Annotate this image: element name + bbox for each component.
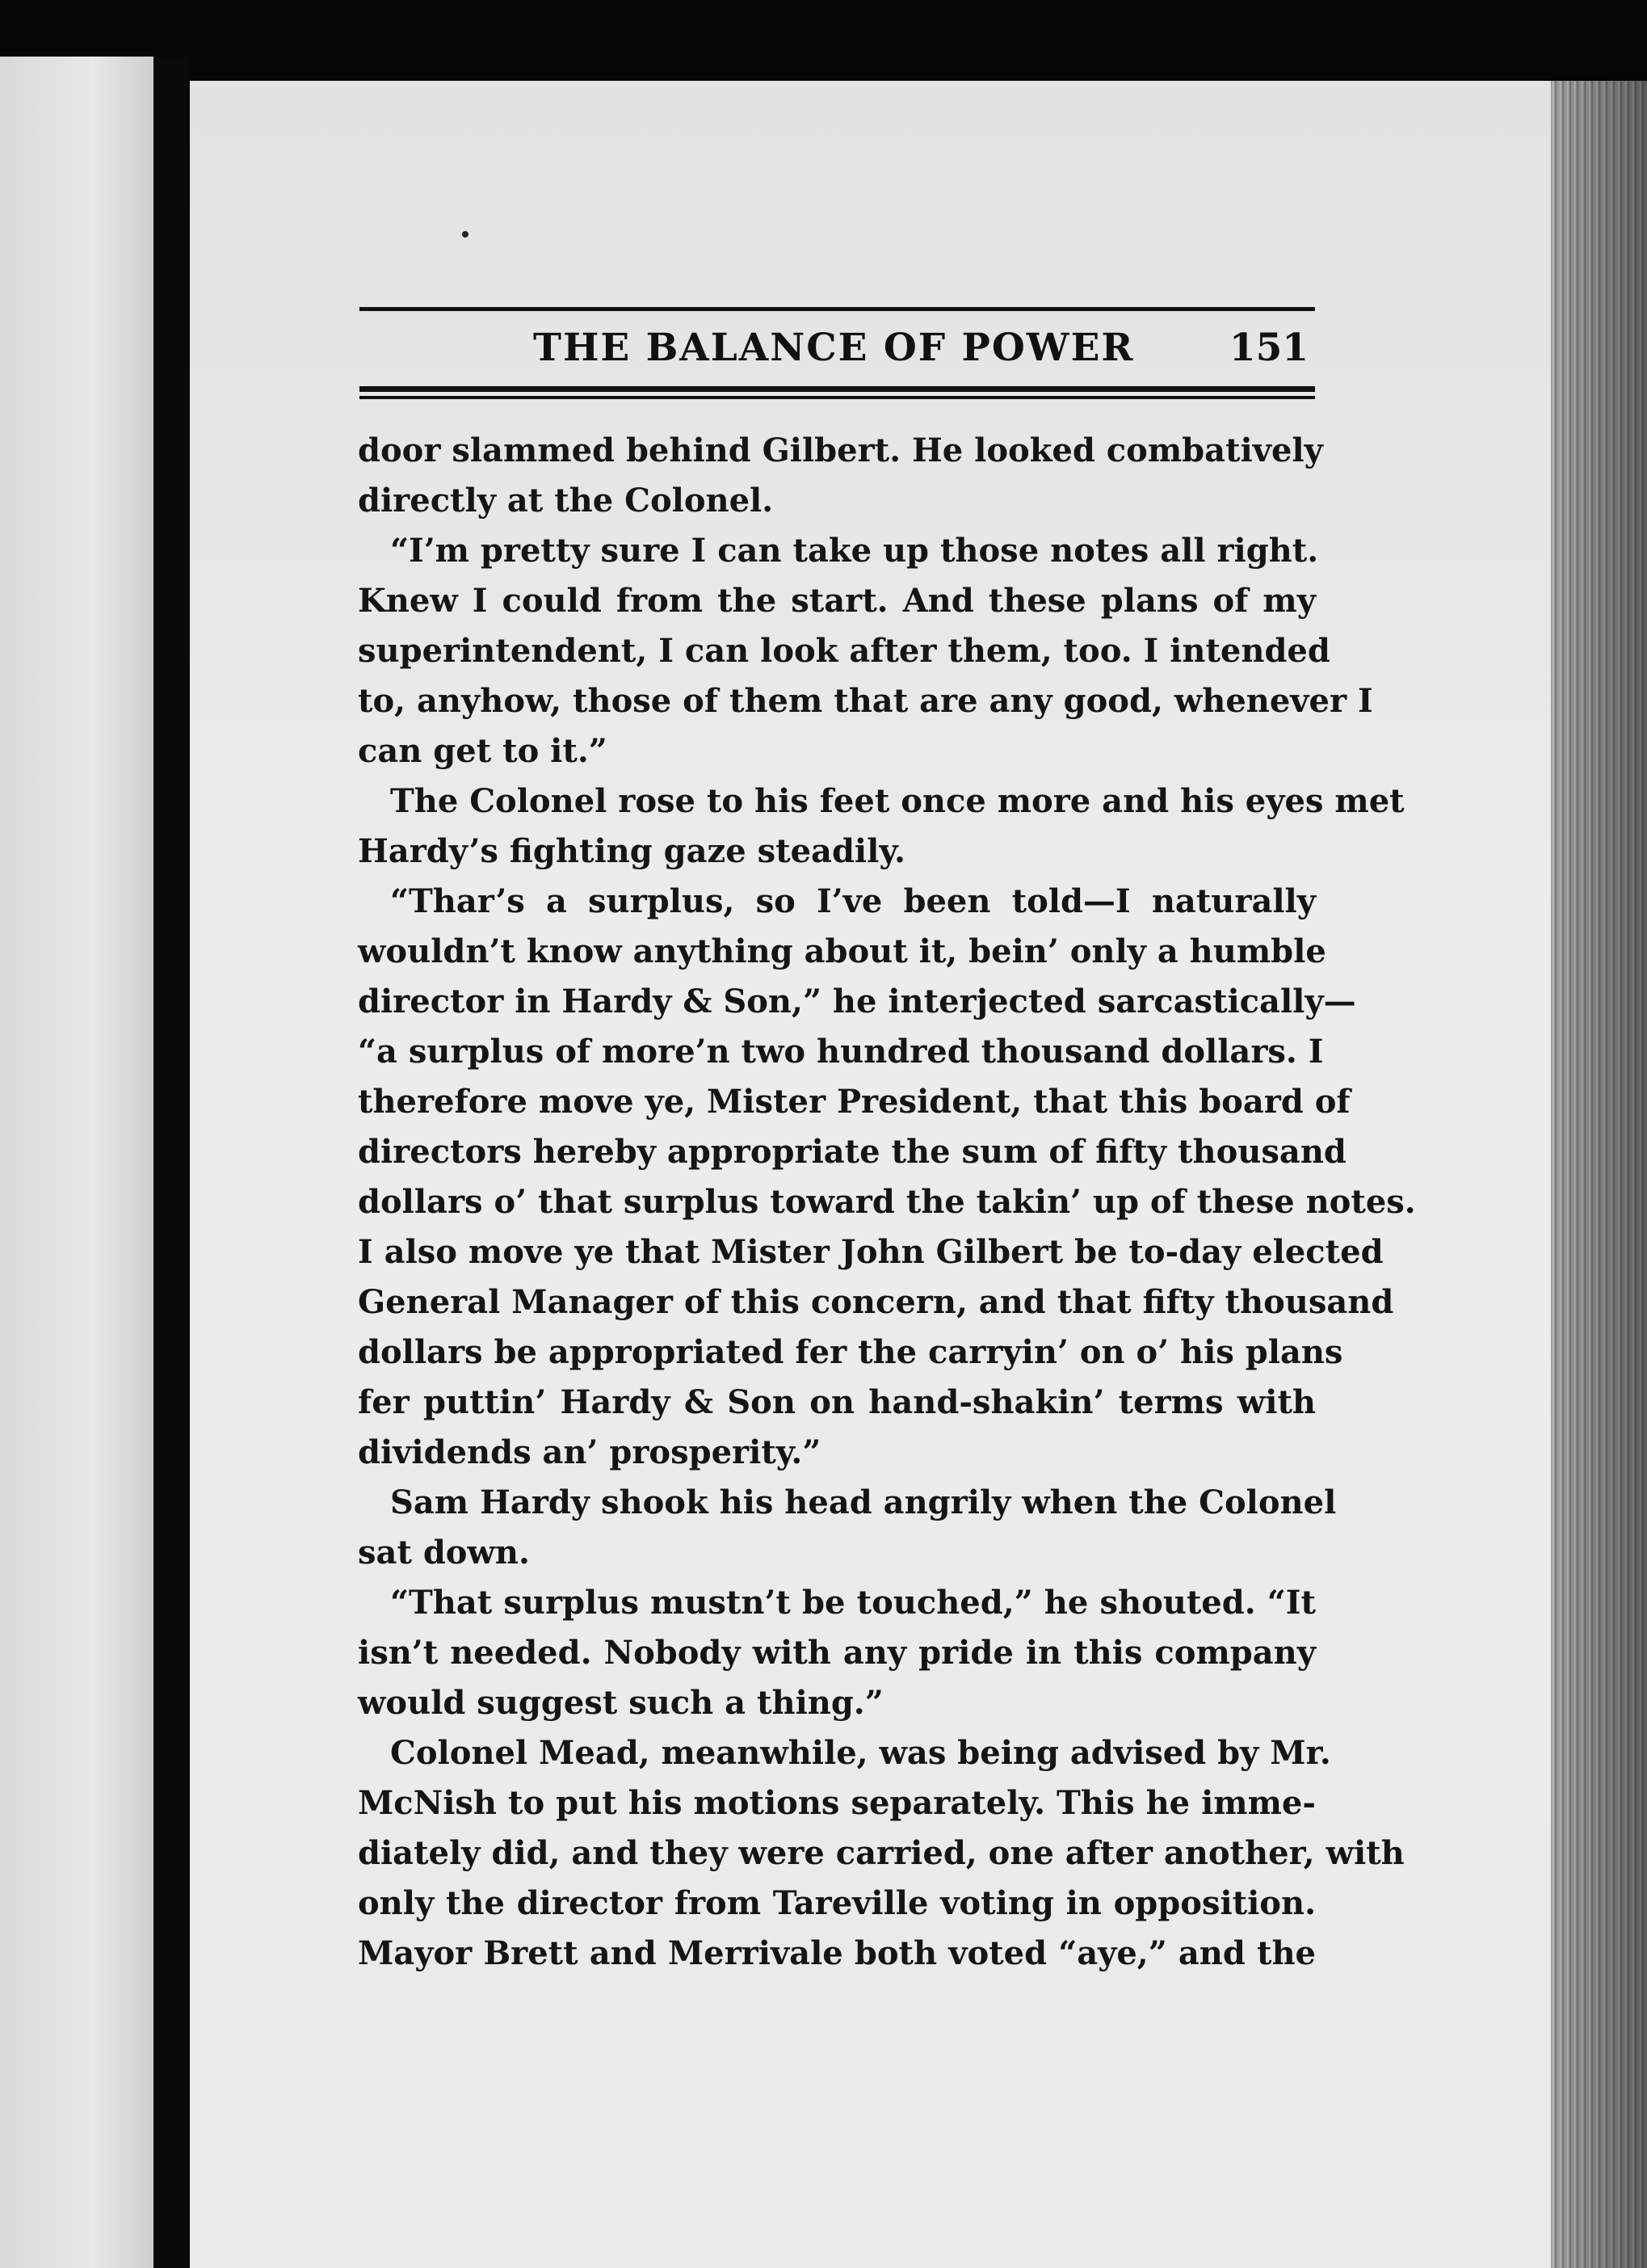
text-line: director in Hardy & Son,” he interjected sarcastically— bbox=[358, 983, 1356, 1020]
text-line: dollars o’ that surplus toward the takin’ up of these notes. bbox=[358, 1183, 1416, 1221]
text-line: wouldn’t know anything about it, bein’ only a humble bbox=[358, 932, 1326, 970]
text-line: diately did, and they were carried, one after another, with bbox=[358, 1834, 1405, 1872]
text-line: Sam Hardy shook his head angrily when the Colonel bbox=[390, 1483, 1337, 1521]
text-line: dividends an’ prosperity.” bbox=[358, 1433, 821, 1471]
text-line: fer puttin’ Hardy & Son on hand-shakin’ terms with bbox=[358, 1383, 1316, 1421]
text-line: superintendent, I can look after them, too. I intended bbox=[358, 632, 1330, 670]
header-rule-thick bbox=[359, 386, 1315, 392]
text-line: General Manager of this concern, and that fifty thousand bbox=[358, 1283, 1394, 1321]
page-number: 151 bbox=[1229, 326, 1309, 370]
text-line: directors hereby appropriate the sum of fifty thousand bbox=[358, 1133, 1347, 1171]
text-line: to, anyhow, those of them that are any good, whenever I bbox=[358, 682, 1373, 720]
text-line: directly at the Colonel. bbox=[358, 482, 774, 520]
text-line: sat down. bbox=[358, 1534, 530, 1572]
text-line: therefore move ye, Mister President, that this board of bbox=[358, 1083, 1351, 1121]
page-edges-shade bbox=[1551, 81, 1647, 2268]
running-head bbox=[359, 326, 1315, 382]
text-line: McNish to put his motions separately. This he imme- bbox=[358, 1784, 1316, 1822]
text-line: “I’m pretty sure I can take up those notes all right. bbox=[390, 532, 1319, 570]
text-line: can get to it.” bbox=[358, 732, 607, 770]
text-line: would suggest such a thing.” bbox=[358, 1684, 884, 1722]
text-line: Hardy’s fighting gaze steadily. bbox=[358, 832, 905, 870]
body-text bbox=[358, 426, 1416, 1979]
text-line: Mayor Brett and Merrivale both voted “aye,” and the bbox=[358, 1934, 1316, 1972]
text-line: door slammed behind Gilbert. He looked combatively bbox=[358, 431, 1323, 469]
header-rule-top bbox=[359, 307, 1315, 311]
text-line: dollars be appropriated fer the carryin’ on o’ his plans bbox=[358, 1333, 1343, 1371]
text-line: I also move ye that Mister John Gilbert be to-day elected bbox=[358, 1233, 1384, 1271]
gutter-shadow bbox=[153, 57, 190, 2268]
text-line: only the director from Tareville voting in opposition. bbox=[358, 1884, 1316, 1922]
running-title: THE BALANCE OF POWER bbox=[533, 326, 1135, 370]
text-line: “a surplus of more’n two hundred thousand dollars. I bbox=[358, 1033, 1324, 1071]
text-line: isn’t needed. Nobody with any pride in this company bbox=[358, 1634, 1316, 1672]
text-line: Colonel Mead, meanwhile, was being advised by Mr. bbox=[390, 1734, 1331, 1772]
text-line: Knew I could from the start. And these plans of my bbox=[358, 582, 1316, 620]
text-line: “That surplus mustn’t be touched,” he shouted. “It bbox=[390, 1584, 1316, 1622]
text-line: “Thar’s a surplus, so I’ve been told—I naturally bbox=[390, 882, 1316, 920]
ink-speck bbox=[462, 231, 468, 238]
left-page-edge bbox=[0, 57, 153, 2268]
text-line: The Colonel rose to his feet once more and his eyes met bbox=[390, 782, 1405, 820]
header-rule-thin bbox=[359, 396, 1315, 399]
